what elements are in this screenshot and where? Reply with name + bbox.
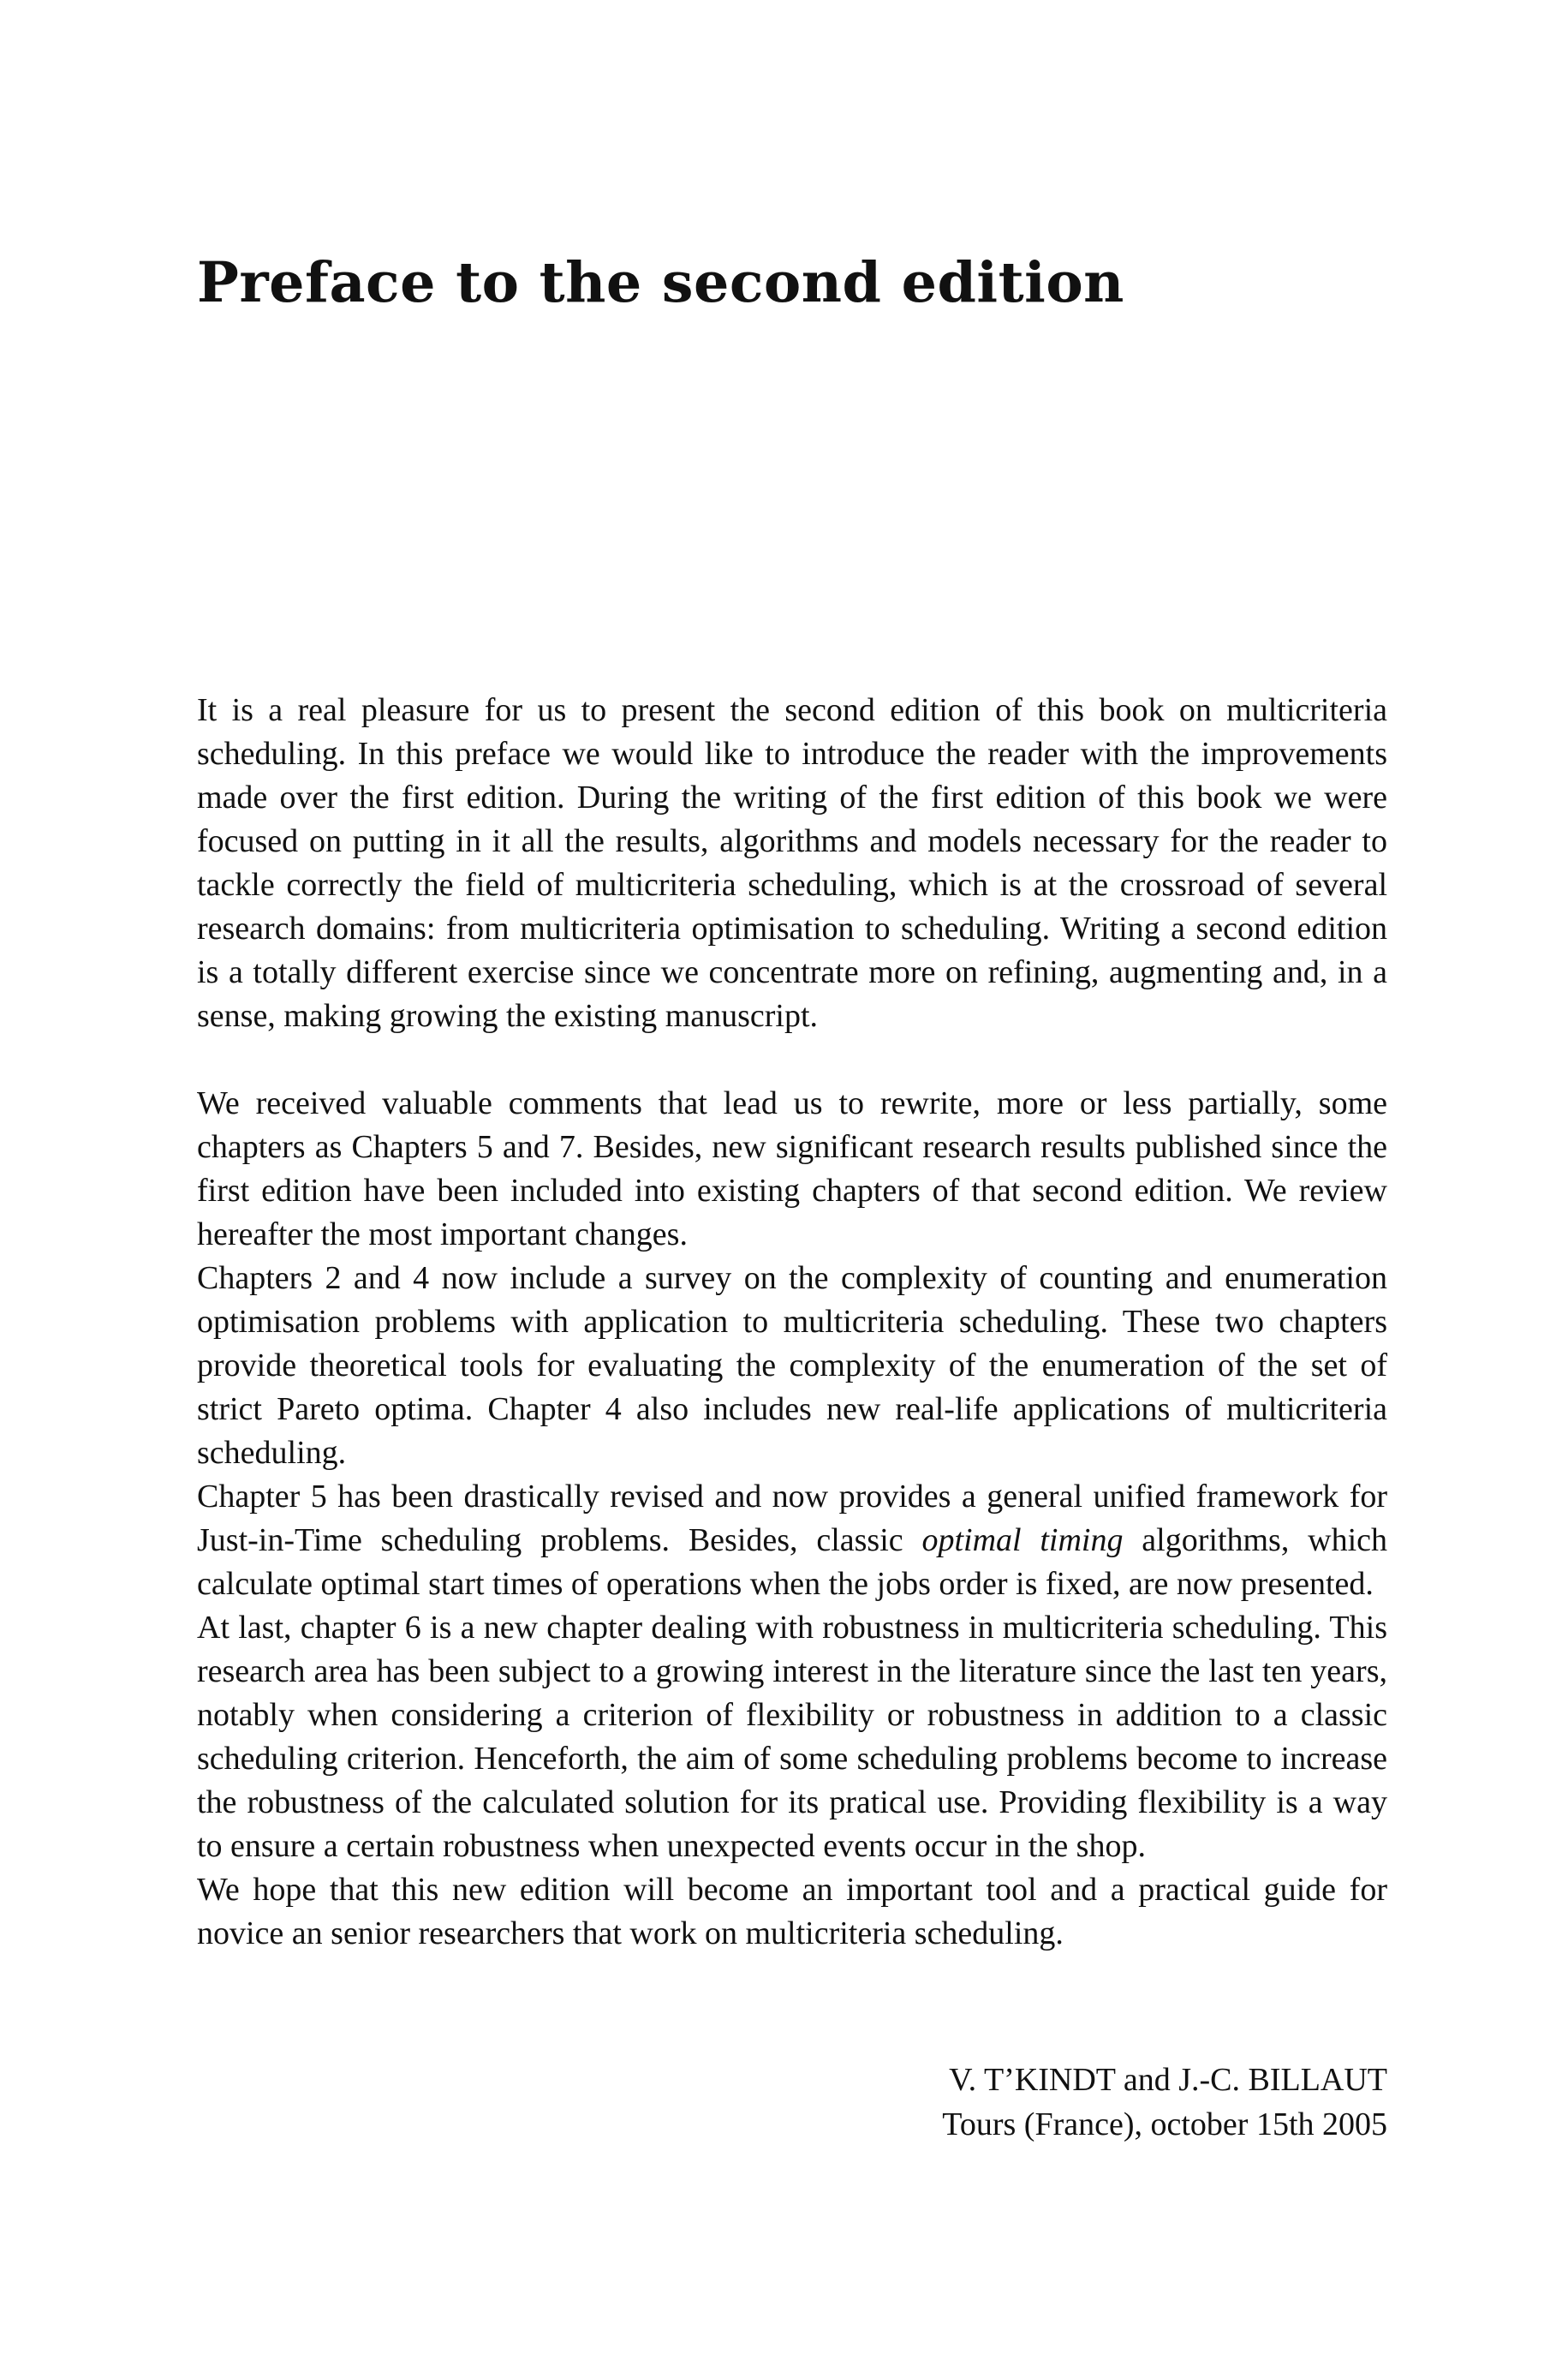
paragraph-gap xyxy=(197,1038,1387,1082)
paragraph-chapter-6: At last, chapter 6 is a new chapter dealing with robustness in multicriteria scheduling. This research area has been subject to a growing interest in the literature since the last ten years, notably when considering a criterion of flexibility or robustness in addition to a classic scheduling criterion. Henceforth, the aim of some scheduling problems become to increase the robustness of the calculated solution for its pratical use. Providing flexibility is a way to ensure a certain robustness when unexpected events occur in the shop. xyxy=(197,1610,1387,1864)
paragraph-chapters-2-4: Chapters 2 and 4 now include a survey on the complexity of counting and enumeration optimisation problems with application to multicriteria scheduling. These two chapters provide theoretical tools for evaluating the complexity of the enumeration of the set of strict Pareto optima. Chapter 4 also includes new real-life applications of multicriteria scheduling. xyxy=(197,1260,1387,1471)
signature-place-date: Tours (France), october 15th 2005 xyxy=(942,2106,1387,2142)
chapter-5-emphasis: optimal timing xyxy=(921,1522,1124,1558)
signature-authors: V. T’KINDT and J.-C. BILLAUT xyxy=(949,2062,1387,2098)
paragraph-comments: We received valuable comments that lead us to rewrite, more or less partially, some chapters as Chapters 5 and 7. Besides, new significant research results published since the first edition have been included into existing chapters of that second edition. We review hereafter the most important changes. xyxy=(197,1085,1387,1252)
paragraph-intro: It is a real pleasure for us to present the second edition of this book on multicriteria scheduling. In this preface we would like to introduce the reader with the improvements made over the first edition. During the writing of the first edition of this book we were focused on putting in it all the results, algorithms and models necessary for the reader to tackle correctly the field of multicriteria scheduling, which is at the crossroad of several research domains: from multicriteria optimisation to scheduling. Writing a second edition is a totally different exercise since we concentrate more on refining, augmenting and, in a sense, making growing the existing manuscript. xyxy=(197,692,1387,1034)
signature-block xyxy=(942,2058,1387,2147)
chapter-5-text-end: algorithms, which calculate optimal start times of operations when the jobs order is fixed, are now presented. xyxy=(197,1522,1388,1602)
paragraph-closing: We hope that this new edition will become an important tool and a practical guide for novice an senior researchers that work on multicriteria scheduling. xyxy=(197,1872,1387,1951)
page-title: Preface to the second edition xyxy=(197,250,1124,315)
chapter-5-text-start: Chapter 5 has been drastically revised and now provides a general unified framework for Just-in-Time scheduling problems. Besides, classic xyxy=(197,1479,1387,1558)
paragraph-chapter-5 xyxy=(197,1475,1387,1606)
page xyxy=(197,0,1387,2378)
preface-body xyxy=(197,689,1387,1956)
